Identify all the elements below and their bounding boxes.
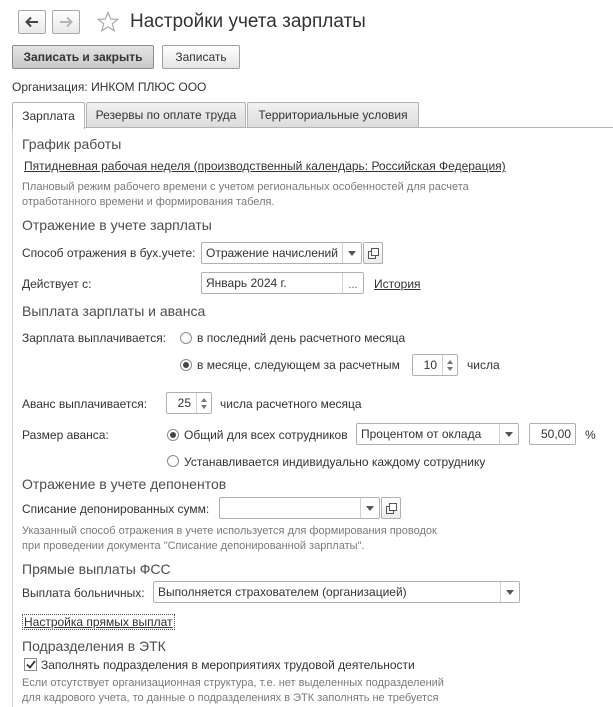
effective-date-field[interactable] (201, 272, 364, 294)
etk-departments-checkbox[interactable] (24, 658, 37, 671)
option-common-label: Общий для всех сотрудников (184, 428, 348, 442)
dropdown-arrow-icon[interactable] (499, 424, 518, 444)
advance-method-value: Процентом от оклада (361, 427, 482, 441)
save-button[interactable]: Записать (162, 45, 240, 69)
tab-territorial-conditions[interactable]: Территориальные условия (247, 102, 419, 127)
favorite-button[interactable] (96, 10, 120, 34)
schedule-heading: График работы (22, 136, 122, 152)
arrow-left-icon (25, 16, 39, 28)
radio-common-advance[interactable] (167, 429, 179, 441)
radio-next-month[interactable] (180, 359, 192, 371)
etk-heading: Подразделения в ЭТК (22, 638, 166, 654)
star-icon (96, 10, 120, 34)
checkmark-icon (26, 660, 36, 669)
schedule-hint (22, 180, 469, 210)
option-next-month-label: в месяце, следующем за расчетным (197, 358, 400, 372)
advance-size-label: Размер аванса: (22, 428, 109, 442)
advance-day-stepper[interactable] (166, 392, 212, 414)
deponents-writeoff-select[interactable] (219, 497, 380, 519)
direct-payments-settings-link[interactable]: Настройка прямых выплат (24, 615, 173, 629)
etk-hint (22, 676, 444, 706)
etk-hint-line2: для кадрового учета, то данные о подразделениях в ЭТК заполнять не требуется (22, 692, 439, 704)
etk-checkbox-label: Заполнять подразделения в мероприятиях трудовой деятельности (41, 658, 415, 672)
salary-day-stepper[interactable] (412, 354, 458, 376)
salary-paid-label: Зарплата выплачивается: (22, 331, 167, 345)
advance-percent-input[interactable] (529, 423, 576, 445)
advance-paid-label: Аванс выплачивается: (22, 397, 148, 411)
option-individual-label: Устанавливается индивидуально каждому сотруднику (184, 455, 486, 469)
deponents-open-button[interactable] (381, 497, 401, 519)
save-and-close-button[interactable]: Записать и закрыть (12, 45, 154, 69)
advance-day-value: 25 (177, 396, 191, 410)
advance-suffix-label: числа расчетного месяца (220, 397, 362, 411)
radio-individual-advance[interactable] (167, 455, 179, 467)
schedule-hint-line1: Плановый режим рабочего времени с учетом региональных особенностей для расчета (22, 181, 469, 193)
open-link-icon (368, 248, 379, 259)
option-last-day-label: в последний день расчетного месяца (197, 331, 406, 345)
forward-button[interactable] (52, 10, 80, 34)
deponents-hint (22, 524, 437, 554)
accounting-method-value: Отражение начислений (206, 246, 338, 260)
advance-percent-value: 50,00 (540, 427, 571, 441)
radio-last-day[interactable] (180, 332, 192, 344)
tab-divider (12, 127, 613, 128)
deponents-hint-line1: Указанный способ отражения в учете используется для формирования проводок (22, 525, 437, 537)
stepper-arrows-icon[interactable] (442, 355, 457, 375)
day-suffix-label: числа (467, 358, 500, 372)
deponents-heading: Отражение в учете депонентов (22, 476, 227, 492)
effective-date-label: Действует с: (22, 277, 92, 291)
accounting-method-open-button[interactable] (363, 242, 383, 264)
dropdown-arrow-icon[interactable] (342, 243, 361, 263)
dropdown-arrow-icon[interactable] (500, 582, 519, 602)
deponents-hint-line2: при проведении документа "Списание депонированной зарплаты". (22, 540, 365, 552)
accounting-heading: Отражение в учете зарплаты (22, 217, 212, 233)
tab-salary[interactable]: Зарплата (12, 102, 85, 129)
work-schedule-link[interactable]: Пятидневная рабочая неделя (производственный календарь: Российская Федерация) (24, 159, 506, 173)
payment-heading: Выплата зарплаты и аванса (22, 303, 206, 319)
history-link[interactable]: История (374, 277, 421, 291)
schedule-hint-line2: отработанного времени и формирования табеля. (22, 196, 275, 208)
accounting-method-label: Способ отражения в бух.учете: (22, 246, 196, 260)
percent-sign: % (585, 428, 596, 442)
deponents-writeoff-label: Списание депонированных сумм: (22, 502, 210, 516)
back-button[interactable] (18, 10, 46, 34)
etk-hint-line1: Если отсутствует организационная структура, т.е. нет выделенных подразделений (22, 677, 444, 689)
organization-label: Организация: (12, 80, 88, 94)
organization-value: ИНКОМ ПЛЮС ООО (91, 80, 207, 94)
advance-method-select[interactable] (356, 423, 519, 445)
tab-panel-border (12, 127, 13, 707)
sick-pay-label: Выплата больничных: (22, 586, 145, 600)
page-title: Настройки учета зарплаты (130, 11, 366, 32)
sick-pay-value: Выполняется страхователем (организацией) (158, 585, 407, 599)
arrow-right-icon (59, 16, 73, 28)
select-dots-icon[interactable]: ... (342, 273, 363, 293)
effective-date-value: Январь 2024 г. (206, 276, 287, 290)
sick-pay-select[interactable] (153, 581, 520, 603)
open-link-icon (386, 503, 397, 514)
organization-info (12, 80, 206, 94)
tab-labor-reserves[interactable]: Резервы по оплате труда (86, 102, 246, 127)
accounting-method-select[interactable] (201, 242, 362, 264)
salary-day-value: 10 (423, 358, 437, 372)
fss-heading: Прямые выплаты ФСС (22, 561, 171, 577)
stepper-arrows-icon[interactable] (196, 393, 211, 413)
dropdown-arrow-icon[interactable] (360, 498, 379, 518)
